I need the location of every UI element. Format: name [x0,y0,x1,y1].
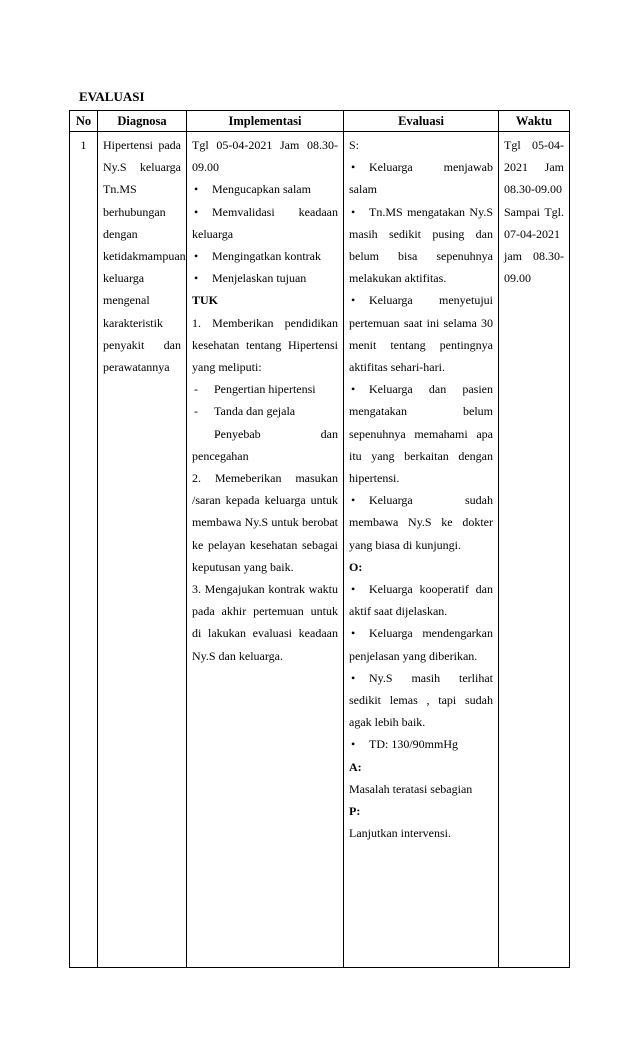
plan-label: P: [349,804,361,819]
page-title: EVALUASI [79,89,145,104]
cell-waktu: Tgl 05-04-2021 Jam 08.30-09.00 Sampai Tgl. 07-04-2021 jam 08.30-09.00 [499,132,570,968]
objective-label: O: [349,559,363,574]
cell-evaluasi [344,132,499,968]
implementasi-item: 2. Memeberikan masukan /saran kepada keluarga untuk membawa Ny.S untuk berobat ke pelayan kesehatan sebagai keputusan yang baik. [192,471,338,574]
evaluasi-bullet: • TD: 130/90mmHg [349,733,493,755]
table-row [70,132,570,968]
evaluasi-bullet: • Keluarga sudah membawa Ny.S ke dokter yang biasa di kunjungi. [349,489,493,556]
header-diagnosa: Diagnosa [98,111,187,132]
evaluasi-bullet: • Keluarga menyetujui pertemuan saat ini selama 30 menit tentang pentingnya aktifitas sehari-hari. [349,289,493,378]
cell-diagnosa: Hipertensi pada Ny.S keluarga Tn.MS berhubungan dengan ketidakmampuan keluarga mengenal karakteristik penyakit dan perawatannya [98,132,187,968]
evaluasi-bullet: • Keluarga menjawab salam [349,156,493,200]
evaluasi-bullet: • Keluarga mendengarkan penjelasan yang diberikan. [349,622,493,666]
implementasi-bullet: • Mengingatkan kontrak [192,245,338,267]
evaluasi-bullet: • Tn.MS mengatakan Ny.S masih sedikit pusing dan belum bisa sepenuhnya melakukan aktifitas. [349,201,493,290]
assessment-label: A: [349,759,362,774]
cell-no: 1 [70,132,98,968]
subjective-label: S: [349,138,360,152]
evaluasi-bullet: • Ny.S masih terlihat sedikit lemas , tapi sudah agak lebih baik. [349,667,493,734]
implementasi-subitem: - Penyebab dan pencegahan [192,423,338,467]
implementasi-item: 1. Memberikan pendidikan kesehatan tentang Hipertensi yang meliputi: [192,315,338,375]
implementasi-subitem: - Pengertian hipertensi [192,378,338,400]
evaluation-table [69,110,570,968]
plan-text: Lanjutkan intervensi. [349,826,451,841]
implementasi-bullet: • Memvalidasi keadaan keluarga [192,201,338,245]
header-evaluasi: Evaluasi [344,111,499,132]
implementasi-bullet: • Mengucapkan salam [192,178,338,200]
implementasi-subitem: - Tanda dan gejala [192,400,338,422]
table-header-row [70,111,570,132]
implementasi-date: Tgl 05-04-2021 Jam 08.30-09.00 [192,138,338,175]
evaluasi-bullet: • Keluarga dan pasien mengatakan belum sepenuhnya memahami apa itu yang berkaitan dengan hipertensi. [349,378,493,489]
implementasi-bullet: • Menjelaskan tujuan [192,267,338,289]
evaluasi-bullet: • Keluarga kooperatif dan aktif saat dijelaskan. [349,578,493,622]
header-waktu: Waktu [499,111,570,132]
cell-implementasi [187,132,344,968]
assessment-text: Masalah teratasi sebagian [349,781,473,796]
implementasi-item: 3. Mengajukan kontrak waktu pada akhir pertemuan untuk di lakukan evaluasi keadaan Ny.S dan keluarga. [192,582,338,663]
header-implementasi: Implementasi [187,111,344,132]
header-no: No [70,111,98,132]
tuk-label: TUK [192,293,219,308]
